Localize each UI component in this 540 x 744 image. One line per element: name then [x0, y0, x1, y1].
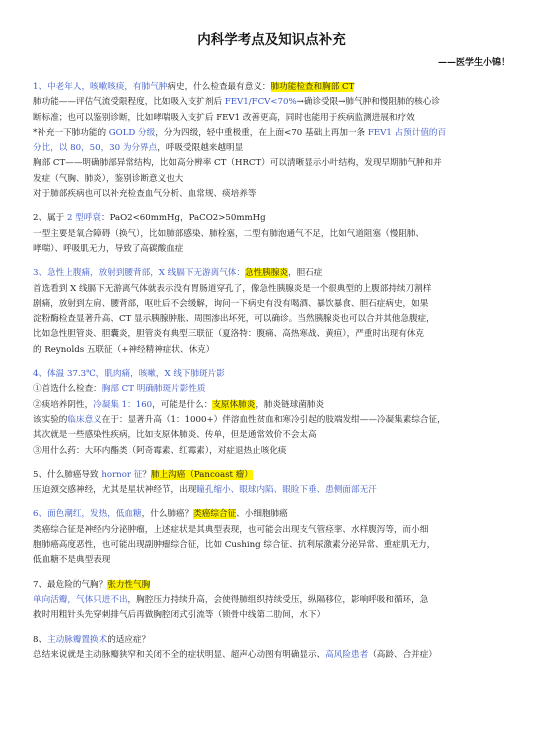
s8-high-risk: 高风险患者 — [325, 649, 369, 660]
s5-text: 5、什么肺癌导致 — [33, 469, 102, 480]
s4-text: 在于：显著升高（1：1000+）伴溶血性贫血和寒冷引起的肢端发绀——冷凝集素综合征， — [101, 414, 446, 425]
s1-text: 肺功能——评估气流受限程度，比如吸入支扩剂后 — [33, 97, 225, 108]
s8-text: 总结来说就是主动脉瓣狭窄和关闭不全的症状明显、超声心动图有明确显示、 — [33, 649, 326, 660]
s3-line-3: 剧痛，放射到左肩、腰背部，呕吐后不会缓解，询问一下病史有没有喝酒、暴饮暴食、胆石症病史，如果 — [33, 298, 429, 309]
s7-text: ，胸腔压力持续升高，会使得肺组织持续受压，纵隔移位，影响呼吸和循环，急 — [127, 594, 429, 605]
section-8 — [33, 633, 510, 664]
s1-line-1 — [33, 80, 510, 95]
s7-text: 7、最危险的气胸？ — [33, 579, 108, 590]
s5-line-2 — [33, 483, 510, 498]
s1-text: ，呼吸受限越来越明显 — [157, 143, 244, 154]
s4-text: ①首选什么检查： — [33, 384, 102, 395]
section-7 — [33, 578, 510, 624]
s6-text: 、小细胞肺癌 — [236, 509, 288, 520]
s1-question: 病史，什么检查最有意义： — [167, 82, 271, 92]
s1-text: →确诊受限→肺气肿和慢阻肺的核心诊 — [296, 97, 440, 108]
s3-line-1 — [33, 266, 510, 281]
s5-text: ？ — [142, 469, 151, 480]
s6-answer: 类癌综合征 — [193, 509, 237, 520]
s1-line-3: 断标准；也可以鉴别诊断，比如哮喘吸入支扩后 FEV1 改善更高，同时也能用于疾病监测进展和疗效 — [33, 112, 415, 123]
section-3 — [33, 266, 510, 358]
s7-line-3: 救时用粗针头先穿刺排气后再做胸腔闭式引流等（锁骨中线第二肋间，水下） — [33, 610, 326, 621]
s1-line-2 — [33, 95, 510, 110]
s1-fev-ratio: FEV1/FCV<70% — [224, 97, 297, 108]
s1-gold: GOLD 分级 — [108, 127, 156, 138]
s1-cutoffs: 分比，以 80，50，30 为分界点 — [33, 143, 158, 154]
s4-exam: 胸部 CT 明确肺斑片影性质 — [101, 384, 206, 395]
s6-line-2: 类癌综合征是神经内分泌肿瘤，上述症状是其典型表现，也可能会出现支气管痉挛、水样腹泻等，而小细 — [33, 524, 429, 535]
s4-line-2 — [33, 382, 510, 397]
s1-line-5 — [33, 141, 510, 156]
s6-symptoms: 面色潮红，发热，低血糖 — [47, 509, 142, 520]
s3-line-2: 首选看到 X 线膈下无游离气体就表示没有胃肠道穿孔了，像急性胰腺炎是一个很典型的上腹部持续刀割样 — [33, 283, 432, 294]
s1-num: 1、 — [33, 82, 48, 92]
s8-line-2 — [33, 648, 510, 663]
s1-line-4 — [33, 126, 510, 141]
s3-num: 3、 — [33, 268, 48, 279]
s5-text: 压迫颈交感神经，尤其是星状神经节，出现 — [33, 485, 197, 496]
s7-answer: 张力性气胸 — [107, 579, 151, 590]
s8-text: 8、 — [33, 634, 48, 645]
s8-text: （高龄、合并症） — [368, 649, 437, 660]
section-6 — [33, 507, 510, 568]
s4-line-1: 4、体温 37.3℃，肌肉痛，咳嗽，X 线下肺斑片影 — [33, 369, 225, 380]
page-title: 内科学考点及知识点补充 — [197, 32, 346, 48]
s2-line-2: 一型主要是氧合障碍（换气），比如肺部感染、肺栓塞，二型有肺泡通气不足，比如气道阻塞（慢阻肺、 — [33, 228, 425, 239]
s7-line-2 — [33, 593, 510, 608]
s4-text: ②痰培养阴性， — [33, 399, 94, 410]
s3-line-4: 淀粉酶检查显著升高、CT 显示胰腺肿胀、周围渗出坏死，可以确诊。当然胰腺炎也可以合并其他急腹症， — [33, 314, 435, 325]
s4-line-4 — [33, 413, 510, 428]
s4-line-3 — [33, 398, 510, 413]
s7-line-1 — [33, 578, 510, 593]
s3-symptoms: 急性上腹痛，放射到腰背部，X 线膈下无游离气体： — [47, 268, 245, 279]
s4-clinical: 临床意义 — [67, 414, 102, 425]
s4-text: ，肺炎链球菌肺炎 — [255, 399, 325, 410]
s8-text: 的适应症？ — [107, 634, 151, 645]
section-1 — [33, 80, 510, 202]
s6-line-3: 胞肺癌高度恶性，也可能出现副肿瘤综合征，比如 Cushing 综合征、抗利尿激素分泌异常、重症肌无力， — [33, 540, 436, 551]
s1-symptoms: 中老年人，咳嗽咳痰，有肺气肿 — [47, 82, 168, 92]
s6-line-4: 低血糖不是典型表现 — [33, 555, 111, 566]
s8-procedure: 主动脉瓣置换术 — [47, 634, 108, 645]
s2-text: ：PaO2<60mmHg，PaCO2>50mmHg — [100, 213, 266, 224]
s4-text: 该实验的 — [33, 414, 68, 425]
s2-text: 2、属于 — [33, 213, 67, 224]
s6-text: ，什么肺癌？ — [141, 509, 194, 520]
s1-line-8: 对于肺部疾病也可以补充检查血气分析、血常规、痰培养等 — [33, 189, 257, 200]
s3-line-5: 比如急性胆管炎、胆囊炎，胆管炎有典型三联征（夏洛特：腹痛、高热寒战、黄疸），严重时出现有休克 — [33, 329, 425, 340]
s6-line-1 — [33, 507, 510, 522]
s5-horner: hornor 征 — [101, 469, 143, 480]
author-signature: ——医学生小锦！ — [437, 58, 510, 68]
s1-text: *补充一下肺功能的 — [33, 127, 109, 138]
s2-type: 2 型呼衰 — [66, 213, 101, 224]
s4-cold-agglutinin: 冷凝集 1：160 — [93, 399, 153, 410]
s2-line-3: 哮喘）、呼吸肌无力，导致了高碳酸血症 — [33, 243, 184, 254]
s2-line-1 — [33, 211, 510, 226]
s1-fev1-percent: FEV1 占预计值的百 — [367, 127, 447, 138]
s1-line-6: 胸部 CT——明确肺部异常结构，比如高分辨率 CT（HRCT）可以清晰显示小叶结构，发现早期肺气肿和并 — [33, 158, 442, 169]
s5-line-1 — [33, 468, 510, 483]
s7-valve: 单向活瓣，气体只进不出 — [33, 594, 128, 605]
section-5 — [33, 468, 510, 499]
s8-line-1 — [33, 633, 510, 648]
s3-line-6: 的 Reynolds 五联征（+神经精神症状、休克） — [33, 344, 215, 355]
s1-text: ，分为四级，轻中重极重，在上面<70 基础上再加一条 — [155, 127, 368, 138]
section-4 — [33, 367, 510, 459]
s6-num: 6、 — [33, 509, 48, 520]
s4-text: ，可能是什么： — [152, 399, 213, 410]
s3-text: ，胆石症 — [287, 268, 323, 279]
s4-line-6: ③用什么药：大环内酯类（阿奇霉素、红霉素），对症退热止咳化痰 — [33, 445, 287, 456]
s5-signs: 瞳孔缩小、眼球内陷、眼睑下垂、患侧面部无汗 — [196, 485, 377, 496]
section-2 — [33, 211, 510, 257]
s5-answer: 肺上沟癌（Pancoast 瘤） — [150, 469, 253, 480]
s4-line-5: 其次就是一些感染性疾病，比如支原体肺炎、传单，但是通常效价不会太高 — [33, 430, 317, 441]
s1-answer: 肺功能检查和胸部 CT — [270, 82, 355, 92]
s4-answer: 支原体肺炎 — [212, 399, 256, 410]
s1-line-7: 发症（气胸、肺炎），鉴别诊断意义也大 — [33, 173, 184, 184]
s3-answer: 急性胰腺炎 — [244, 268, 288, 279]
